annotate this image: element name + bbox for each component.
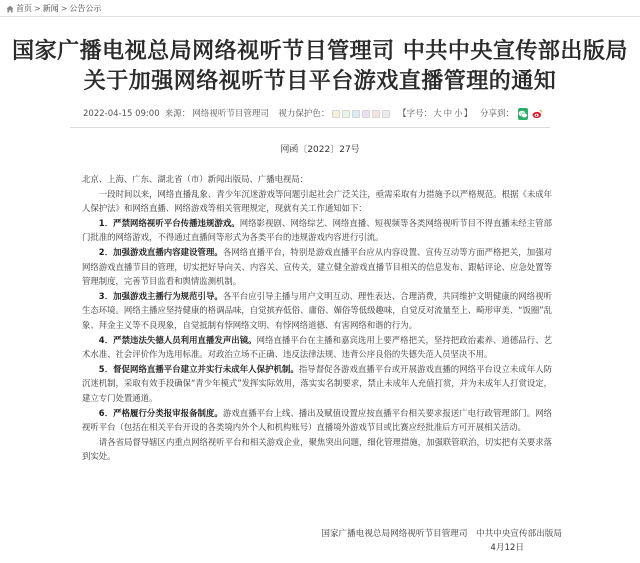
font-size-medium-option[interactable]: 中 (443, 109, 453, 119)
vision-color-swatch[interactable] (352, 110, 360, 118)
meta-divider (70, 127, 550, 128)
vision-protect-label: 视力保护色： (278, 109, 330, 119)
item-heading: 2．加强游戏直播内容建设管理。 (98, 246, 223, 257)
weibo-icon (532, 109, 543, 119)
item-paragraph (82, 216, 552, 245)
font-size-large-option[interactable]: 大 (433, 109, 442, 119)
item-heading: 3．加强游戏主播行为规范引导。 (98, 290, 223, 301)
item-text: 网络直播平台在主播和嘉宾选用上要严格把关，坚持把政治素养、道德品行、艺术水准、社会评价作为选用标准。对政治立场不正确、违反法律法规、违背公序良俗的失德失范人员坚决不用。 (82, 334, 553, 360)
home-icon (6, 5, 14, 13)
item-text: 游戏直播平台上线、播出及赋值设置应按直播平台相关要求报送广电行政管理部门。网络视听平台（包括在相关平台开设的各类境内外个人和机构账号）直播境外游戏节目或比赛应经批准后方可开展相关活动。 (82, 407, 553, 433)
signature-issuer: 国家广播电视总局网络视听节目管理司 中共中央宣传部出版局 (321, 529, 562, 539)
item-heading: 6．严格履行分类报审报备制度。 (98, 407, 223, 418)
title-line-2: 关于加强网络视听节目平台游戏直播管理的通知 (83, 68, 557, 94)
source-label: 来源： (164, 109, 191, 119)
vision-color-swatch[interactable] (372, 110, 380, 118)
breadcrumb-home-link[interactable]: 首页 (16, 4, 32, 13)
signature-block (321, 527, 562, 555)
title-line-1: 国家广播电视总局网络视听节目管理司 中共中央宣传部出版局 (12, 38, 628, 64)
page-title (0, 36, 640, 96)
item-text: 各平台应引导主播与用户文明互动、理性表达、合理消费，共同维护文明健康的网络视听生态环境。网络主播应坚持健康的格调品味，自觉摈弃低俗、庸俗、媚俗等低级趣味，自觉反对流量至上、畸形审美、“饭圈”乱象、拜金主义等不良现象，自觉抵制有悖网络文明、有悖网络道德、有害网络和谐的行为。 (82, 290, 553, 330)
item-paragraph (82, 289, 552, 333)
breadcrumb-news-link[interactable]: 新闻 (42, 4, 59, 13)
item-heading: 5．督促网络直播平台建立并实行未成年人保护机制。 (98, 363, 299, 374)
vision-color-swatch[interactable] (362, 110, 370, 118)
breadcrumb-separator: > (34, 4, 41, 13)
share-weibo-button[interactable] (532, 108, 543, 120)
vision-color-swatches (332, 110, 390, 118)
font-size-label-close: 】 (463, 109, 473, 119)
breadcrumb-current: 公告公示 (69, 4, 102, 13)
item-paragraph (82, 362, 552, 406)
vision-color-swatch[interactable] (332, 110, 340, 118)
top-divider (0, 16, 640, 17)
item-paragraph (82, 406, 552, 435)
signature-date: 4月12日 (490, 543, 524, 553)
font-size-label-open: 【字号： (398, 109, 433, 119)
breadcrumb-separator: > (60, 4, 68, 13)
salutation: 北京、上海、广东、湖北省（市）新闻出版局、广播电视局： (82, 174, 309, 184)
document-number: 网函〔2022〕27号 (280, 145, 360, 155)
vision-color-swatch[interactable] (342, 110, 350, 118)
article-meta-bar (83, 105, 543, 123)
breadcrumb (6, 2, 101, 16)
wechat-icon (518, 110, 528, 119)
closing-paragraph: 请各省局督导辖区内重点网络视听平台和相关游戏企业，聚焦突出问题，细化管理措施，加强联管联治，切实把有关要求落到实处。 (82, 436, 552, 462)
publish-date: 2022-04-15 09:00 (83, 109, 160, 119)
item-text: 各网络直播平台，特别是游戏直播平台应从内容设置、宣传互动等方面严格把关，加强对网络游戏直播节目的管理，切实把好导向关、内容关、宣传关，建立健全游戏直播节目相关的信息发布、跟帖评论、应急处置等管理制度，完善节目监看和舆情监测机制。 (82, 246, 553, 287)
item-text: 指导督促各游戏直播平台或开展游戏直播的网络平台设立未成年人防沉迷机制，采取有效手段确保“青少年模式”发挥实际效用，落实实名制要求，禁止未成年人充值打赏，并为未成年人打赏设定，建立专门处置通道。 (82, 363, 553, 403)
item-paragraph (82, 245, 552, 289)
share-label: 分享到： (479, 109, 514, 119)
item-text: 网络影视剧、网络综艺、网络直播、短视频等各类网络视听节目不得直播未经主管部门批准的网络游戏，不得通过直播间等形式为各类平台的违规游戏内容进行引流。 (82, 217, 552, 243)
notice-body (82, 172, 552, 464)
item-heading: 4．严禁违法失德人员利用直播发声出镜。 (98, 334, 257, 345)
item-paragraph (82, 333, 552, 362)
source-name: 网络视听节目管理司 (192, 109, 269, 119)
item-heading: 1．严禁网络视听平台传播违规游戏。 (98, 217, 240, 228)
font-size-small-option[interactable]: 小 (454, 109, 463, 119)
intro-paragraph: 一段时间以来，网络直播乱象、青少年沉迷游戏等问题引起社会广泛关注，亟需采取有力措施予以严格规范。根据《未成年人保护法》和网络直播、网络游戏等相关管理规定，现就有关工作通知如下： (82, 188, 552, 214)
vision-color-swatch[interactable] (382, 110, 390, 118)
share-wechat-button[interactable] (518, 108, 528, 120)
